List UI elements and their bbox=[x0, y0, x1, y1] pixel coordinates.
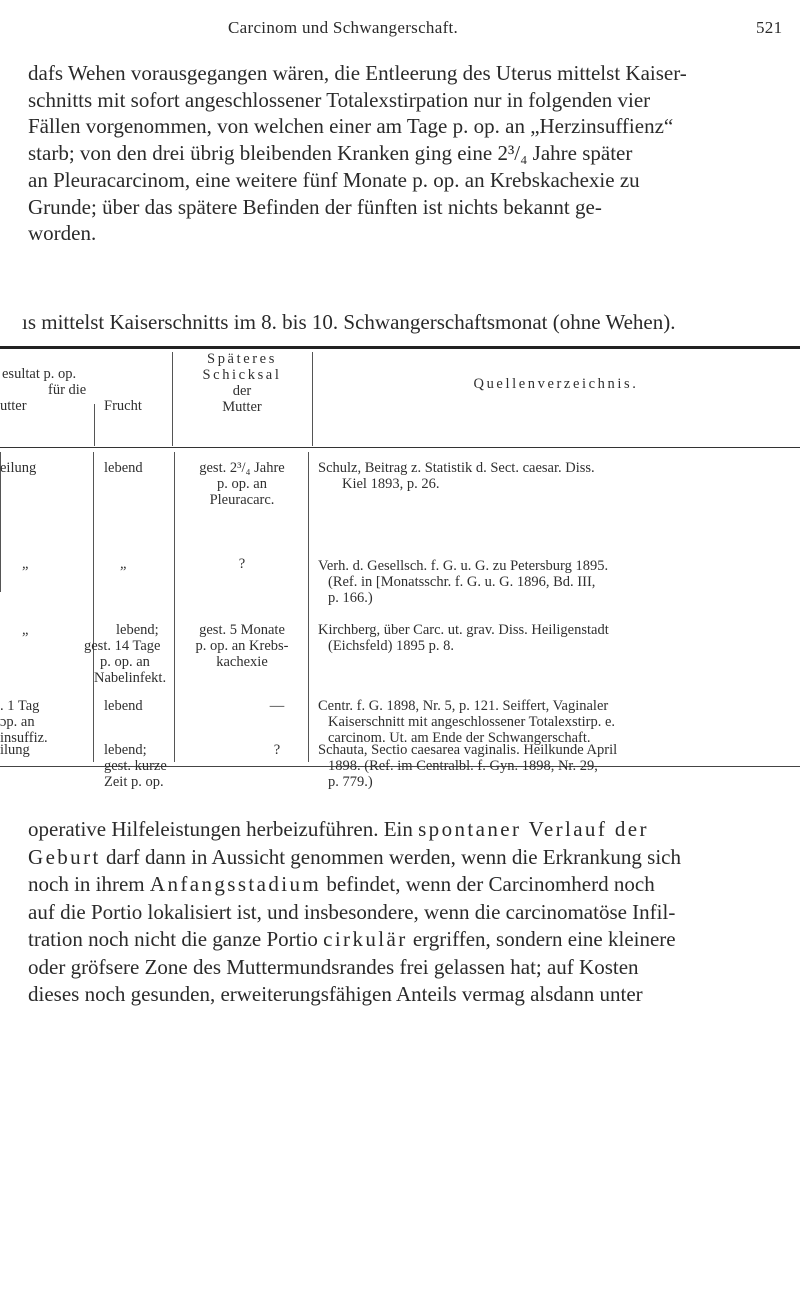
header-mutter: utter bbox=[0, 398, 27, 414]
cell-quelle: Centr. f. G. 1898, Nr. 5, p. 121. Seiffert, Vaginaler Kaiserschnitt mit angeschlossener Totalexstirp. e. carcinom. Ut. am Ende der Schwangerschaft. bbox=[318, 698, 616, 746]
cell-quelle: Schauta, Sectio caesarea vaginalis. Heilkunde April 1898. (Ref. im Centralbl. f. Gyn. 1898, Nr. 29, p. 779.) bbox=[318, 742, 618, 790]
text-line: noch in ihrem Anfangsstadium befindet, wenn der Carcinomherd noch bbox=[28, 872, 655, 896]
column-divider bbox=[308, 452, 309, 762]
text-line: schnitts mit sofort angeschlossener Totalexstirpation nur in folgenden vier bbox=[28, 87, 651, 112]
running-header bbox=[0, 18, 800, 48]
cell-mutter: eilung bbox=[0, 460, 37, 476]
cell-quelle: Kirchberg, über Carc. ut. grav. Diss. Heiligenstadt (Eichsfeld) 1895 p. 8. bbox=[318, 622, 609, 654]
cell-schicksal: — bbox=[269, 698, 285, 714]
cell-quelle: Verh. d. Gesellsch. f. G. u. G. zu Petersburg 1895. (Ref. in [Monatsschr. f. G. u. G. 1896, Bd. III, p. 166.) bbox=[318, 558, 609, 606]
column-divider bbox=[174, 452, 175, 762]
text-line: dieses noch gesunden, erweiterungsfähigen Anteils vermag alsdann unter bbox=[28, 982, 643, 1006]
cell-mutter: . 1 Tag ɔp. an insuffiz. bbox=[0, 698, 48, 746]
cell-mutter: „ bbox=[22, 622, 29, 638]
page-number: 521 bbox=[756, 18, 783, 37]
text-line: worden. bbox=[28, 221, 97, 246]
column-divider bbox=[94, 404, 95, 446]
cell-frucht: lebend bbox=[104, 698, 143, 714]
paragraph-top bbox=[28, 60, 792, 247]
paragraph-bottom bbox=[28, 816, 792, 1009]
text-line: operative Hilfeleistungen herbeizuführen. Ein spontaner Verlauf der bbox=[28, 817, 649, 841]
header-resultat: esultat p. op. für die bbox=[2, 366, 87, 398]
column-divider bbox=[93, 452, 94, 762]
cell-frucht: lebend; gest. kurze Zeit p. op. bbox=[104, 742, 167, 790]
text-line: Fällen vorgenommen, von welchen einer am Tage p. op. an „Herzinsuffienz“ bbox=[28, 114, 674, 139]
cell-mutter: ilung bbox=[0, 742, 30, 758]
cell-quelle: Schulz, Beitrag z. Statistik d. Sect. caesar. Diss. Kiel 1893, p. 26. bbox=[318, 460, 595, 492]
text-line: Grunde; über das spätere Befinden der fünften ist nichts bekannt ge- bbox=[28, 194, 602, 219]
table-caption: ıs mittelst Kaiserschnitts im 8. bis 10. Schwangerschaftsmonat (ohne Wehen). bbox=[22, 310, 676, 334]
cell-schicksal: gest. 2³/₄ Jahre p. op. an Pleuracarc. bbox=[199, 460, 285, 508]
cell-frucht: lebend bbox=[104, 460, 143, 476]
text-line: auf die Portio lokalisiert ist, und insbesondere, wenn die carcinomatöse Infil- bbox=[28, 899, 676, 924]
cell-frucht: „ bbox=[120, 556, 127, 572]
text-line: dafs Wehen vorausgegangen wären, die Entleerung des Uterus mittelst Kaiser- bbox=[28, 61, 687, 85]
cell-schicksal: ? bbox=[273, 742, 281, 758]
table-header-rule bbox=[0, 447, 800, 448]
cell-schicksal: ? bbox=[238, 556, 246, 572]
table-top-rule bbox=[0, 346, 800, 349]
column-divider bbox=[312, 352, 313, 446]
header-quellen: Quellenverzeichnis. bbox=[473, 376, 639, 392]
text-line: oder gröfsere Zone des Muttermundsrandes frei gelassen hat; auf Kosten bbox=[28, 954, 639, 979]
cell-schicksal: gest. 5 Monate p. op. an Krebs- kachexie bbox=[195, 622, 289, 670]
text-line: Geburt darf dann in Aussicht genommen werden, wenn die Erkrankung sich bbox=[28, 844, 681, 869]
running-title: Carcinom und Schwangerschaft. bbox=[228, 18, 459, 37]
cell-frucht: lebend; gest. 14 Tage p. op. an Nabelinfekt. bbox=[84, 622, 167, 686]
header-frucht: Frucht bbox=[104, 398, 142, 414]
text-line: tration noch nicht die ganze Portio cirkulär ergriffen, sondern eine kleinere bbox=[28, 927, 676, 951]
text-line: starb; von den drei übrig bleibenden Kranken ging eine 2³/₄ Jahre später bbox=[28, 141, 633, 166]
header-schicksal: Späteres Schicksal der Mutter bbox=[202, 351, 282, 415]
text-line: an Pleuracarcinom, eine weitere fünf Monate p. op. an Krebskachexie zu bbox=[28, 167, 640, 192]
cell-mutter: „ bbox=[22, 556, 29, 572]
